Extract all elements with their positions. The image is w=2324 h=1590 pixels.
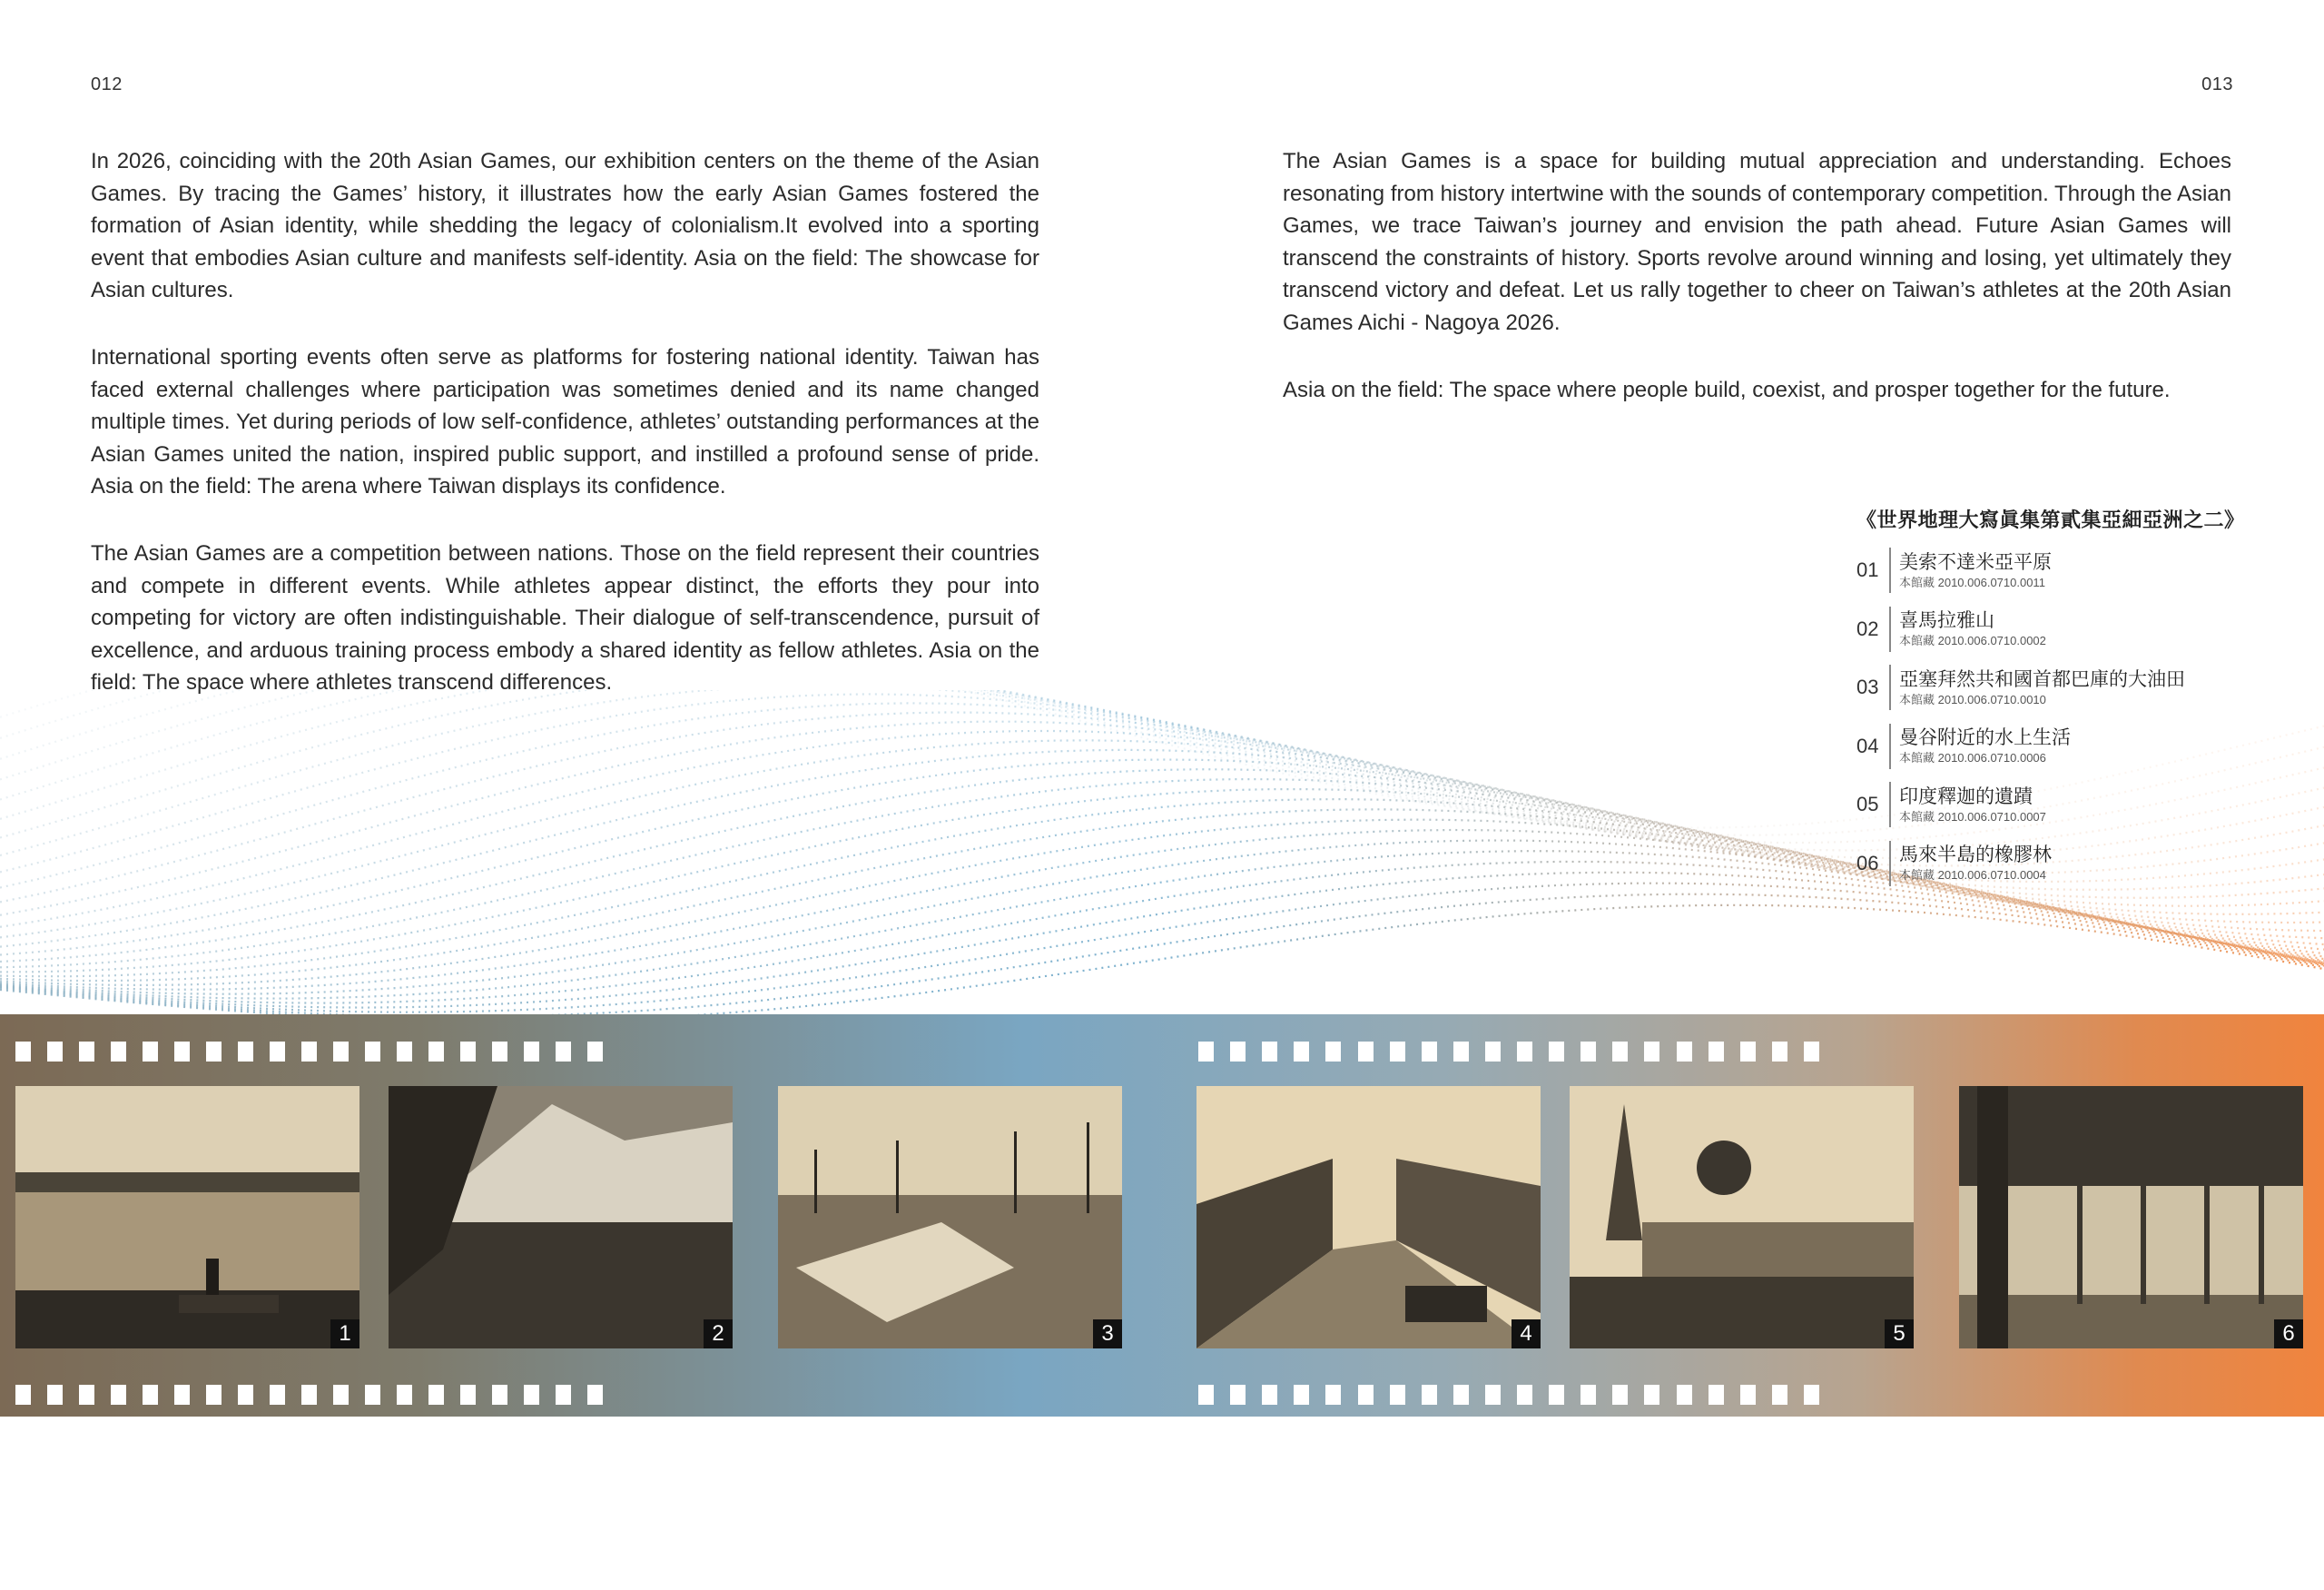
photo-number: 2	[704, 1319, 733, 1348]
film-perforation	[587, 1042, 603, 1062]
page-number-right: 013	[2201, 74, 2233, 94]
film-perforation	[1294, 1042, 1309, 1062]
photo-number: 6	[2274, 1319, 2303, 1348]
caption-accession-id: 本館藏 2010.006.0710.0007	[1899, 809, 2046, 824]
film-perforation	[238, 1385, 253, 1405]
film-perforation	[111, 1042, 126, 1062]
caption-title: 《世界地理大寫眞集第貳集亞細亞洲之二》	[1856, 509, 2245, 531]
caption-accession-id: 本館藏 2010.006.0710.0010	[1899, 692, 2046, 706]
film-perforation	[1262, 1385, 1277, 1405]
film-perforation	[1422, 1042, 1437, 1062]
film-perforation	[1358, 1385, 1374, 1405]
film-perforations-top	[0, 1042, 2324, 1062]
film-perforation	[1453, 1042, 1469, 1062]
caption-divider	[1889, 841, 1891, 886]
film-perforation	[460, 1385, 476, 1405]
film-perforation	[1804, 1385, 1819, 1405]
caption-item	[1856, 782, 2238, 827]
film-perforation	[301, 1042, 317, 1062]
film-perforation	[79, 1042, 94, 1062]
photo-temple-ruins	[1570, 1086, 1914, 1348]
paragraph: International sporting events often serve as platforms for fostering national identity. Taiwan has faced external challenges where participation was sometimes denied and its name changed multiple times. Yet during periods of low self-confidence, athletes’ outstanding performances at the Asian Games united the nation, inspired public support, and instilled a profound sense of pride. Asia on the field: The arena where Taiwan displays its confidence.	[91, 344, 1039, 499]
film-perforation	[1804, 1042, 1819, 1062]
caption-number: 05	[1856, 793, 1879, 815]
film-perforation	[1772, 1042, 1787, 1062]
film-perforation	[1485, 1042, 1501, 1062]
caption-name: 馬來半島的橡膠林	[1899, 844, 2052, 865]
left-text-column	[91, 145, 1039, 734]
photo-number: 4	[1512, 1319, 1541, 1348]
film-perforation	[1549, 1385, 1564, 1405]
caption-number: 03	[1856, 676, 1879, 698]
film-perforation	[238, 1042, 253, 1062]
film-perforation	[15, 1385, 31, 1405]
caption-number: 04	[1856, 734, 1879, 757]
oil-field-photo	[778, 1086, 1122, 1348]
film-perforation	[1390, 1385, 1405, 1405]
caption-name: 印度釋迦的遺蹟	[1899, 785, 2033, 807]
film-perforation	[1230, 1042, 1246, 1062]
film-perforation	[206, 1385, 222, 1405]
caption-divider	[1889, 548, 1891, 593]
caption-number: 01	[1856, 558, 1879, 581]
film-perforation	[1294, 1385, 1309, 1405]
film-perforation	[47, 1385, 63, 1405]
film-perforation	[1262, 1042, 1277, 1062]
film-perforation	[79, 1385, 94, 1405]
film-perforation	[1390, 1042, 1405, 1062]
film-perforation	[492, 1042, 507, 1062]
film-perforation	[492, 1385, 507, 1405]
caption-item	[1856, 665, 2238, 710]
film-perforation	[1644, 1042, 1659, 1062]
film-perforation	[1422, 1385, 1437, 1405]
film-perforation	[524, 1385, 539, 1405]
film-perforation	[1581, 1385, 1596, 1405]
caption-accession-id: 本館藏 2010.006.0710.0011	[1899, 575, 2045, 589]
caption-item	[1856, 841, 2238, 886]
film-perforation	[174, 1042, 190, 1062]
caption-accession-id: 本館藏 2010.006.0710.0006	[1899, 751, 2046, 765]
film-perforation	[1517, 1042, 1532, 1062]
caption-name: 美索不達米亞平原	[1899, 551, 2052, 573]
paragraph: Asia on the field: The space where people build, coexist, and prosper together for the future.	[1283, 377, 2171, 402]
film-perforation	[1358, 1042, 1374, 1062]
film-strip	[0, 1014, 2324, 1417]
film-perforation	[270, 1042, 285, 1062]
film-perforation	[1709, 1042, 1724, 1062]
film-perforation	[460, 1042, 476, 1062]
film-perforation	[301, 1385, 317, 1405]
temple-ruins-photo	[1570, 1086, 1914, 1348]
caption-accession-id: 本館藏 2010.006.0710.0002	[1899, 634, 2046, 647]
caption-divider	[1889, 782, 1891, 827]
film-perforation	[1612, 1042, 1628, 1062]
film-perforation	[365, 1385, 380, 1405]
photo-number: 5	[1885, 1319, 1914, 1348]
paragraph: The Asian Games are a competition between nations. Those on the field represent their countries and compete in different events. While athletes appear distinct, the efforts they pour into competing for victory are often indistinguishable. Their dialogue of self-transcendence, pursuit of excellence, and arduous training process embody a shared identity as fellow athletes. Asia on the field: The space where athletes transcend differences.	[91, 540, 1039, 696]
caption-item	[1856, 607, 2238, 652]
caption-name: 曼谷附近的水上生活	[1899, 727, 2071, 748]
film-perforation	[1677, 1042, 1692, 1062]
right-text-column	[1283, 145, 2231, 440]
film-perforation	[587, 1385, 603, 1405]
wave-line	[0, 884, 2324, 1012]
film-perforation	[428, 1385, 444, 1405]
film-perforation	[524, 1042, 539, 1062]
plain-river-photo	[15, 1086, 359, 1348]
film-perforation	[1549, 1042, 1564, 1062]
caption-divider	[1889, 724, 1891, 769]
water-village-photo	[1196, 1086, 1541, 1348]
film-perforation	[1772, 1385, 1787, 1405]
caption-number: 02	[1856, 617, 1879, 640]
film-perforation	[1740, 1385, 1756, 1405]
mountain-photo	[389, 1086, 733, 1348]
film-perforation	[333, 1385, 349, 1405]
caption-item	[1856, 548, 2238, 593]
film-perforation	[1581, 1042, 1596, 1062]
caption-item	[1856, 724, 2238, 769]
film-perforation	[556, 1042, 571, 1062]
film-perforation	[333, 1042, 349, 1062]
film-perforation	[1485, 1385, 1501, 1405]
photo-number: 1	[330, 1319, 359, 1348]
film-perforation	[174, 1385, 190, 1405]
film-perforation	[1709, 1385, 1724, 1405]
film-perforation	[428, 1042, 444, 1062]
rubber-forest-photo	[1959, 1086, 2303, 1348]
film-perforation	[556, 1385, 571, 1405]
film-perforation	[1325, 1042, 1341, 1062]
film-perforation	[365, 1042, 380, 1062]
film-perforation	[111, 1385, 126, 1405]
film-perforation	[1230, 1385, 1246, 1405]
film-perforation	[143, 1042, 158, 1062]
film-perforation	[1517, 1385, 1532, 1405]
film-perforation	[1644, 1385, 1659, 1405]
caption-name: 喜馬拉雅山	[1899, 610, 1994, 631]
film-perforation	[15, 1042, 31, 1062]
paragraph: The Asian Games is a space for building mutual appreciation and understanding. Echoes resonating from history intertwine with the sounds of contemporary competition. Through the Asian Games, we trace Taiwan’s journey and envision the path ahead. Future Asian Games will transcend the constraints of history. Sports revolve around winning and losing, yet ultimately they transcend victory and defeat. Let us rally together to cheer on Taiwan’s athletes at the 20th Asian Games Aichi - Nagoya 2026.	[1283, 149, 2231, 335]
caption-divider	[1889, 607, 1891, 652]
film-perforations-bottom	[0, 1385, 2324, 1405]
film-perforation	[1612, 1385, 1628, 1405]
film-perforation	[397, 1385, 412, 1405]
film-perforation	[270, 1385, 285, 1405]
photo-rubber-forest	[1959, 1086, 2303, 1348]
caption-number: 06	[1856, 851, 1879, 874]
caption-accession-id: 本館藏 2010.006.0710.0004	[1899, 868, 2046, 882]
caption-name: 亞塞拜然共和國首都巴庫的大油田	[1899, 668, 2185, 690]
film-perforation	[1740, 1042, 1756, 1062]
photo-water-village	[1196, 1086, 1541, 1348]
wave-line	[0, 905, 2324, 1017]
photo-caption-list	[1856, 505, 2245, 899]
photo-mountain	[389, 1086, 733, 1348]
film-perforation	[1325, 1385, 1341, 1405]
caption-divider	[1889, 665, 1891, 710]
page-number-left: 012	[91, 74, 123, 94]
film-perforation	[1677, 1385, 1692, 1405]
photo-number: 3	[1093, 1319, 1122, 1348]
paragraph: In 2026, coinciding with the 20th Asian Games, our exhibition centers on the theme of the Asian Games. By tracing the Games’ history, it illustrates how the early Asian Games fostered the formation of Asian identity, while shedding the legacy of colonialism.It evolved into a sporting event that embodies Asian culture and manifests self-identity. Asia on the field: The showcase for Asian cultures.	[91, 149, 1039, 303]
film-perforation	[47, 1042, 63, 1062]
film-perforation	[1453, 1385, 1469, 1405]
film-perforation	[206, 1042, 222, 1062]
photo-oil-field	[778, 1086, 1122, 1348]
film-perforation	[1198, 1042, 1214, 1062]
film-perforation	[1198, 1385, 1214, 1405]
photo-plain-river	[15, 1086, 359, 1348]
film-perforation	[143, 1385, 158, 1405]
film-perforation	[397, 1042, 412, 1062]
